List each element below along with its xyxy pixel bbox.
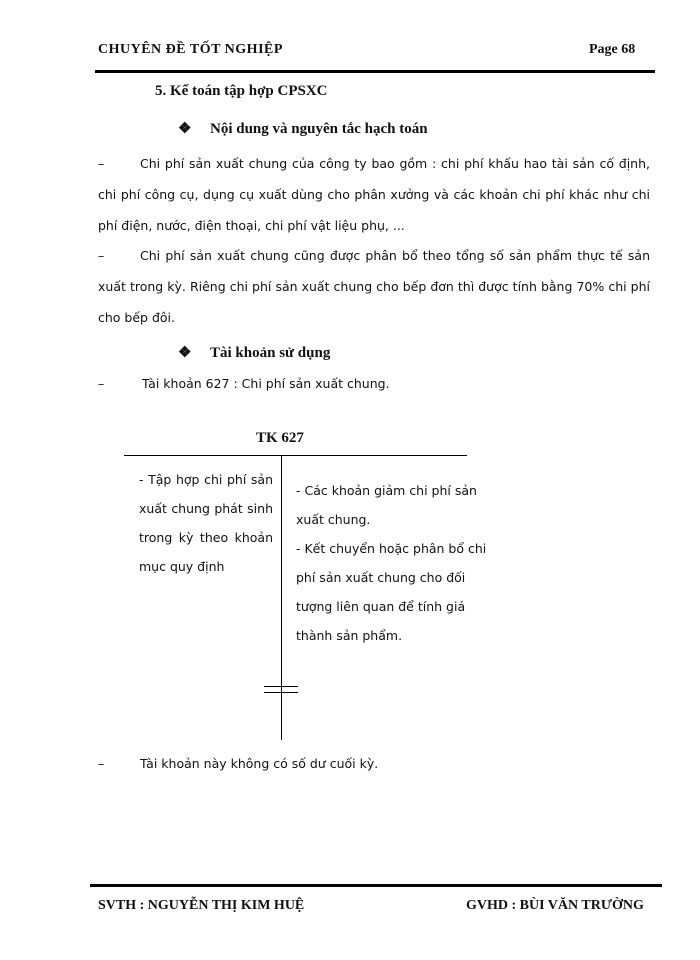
footer-student: SVTH : NGUYỄN THỊ KIM HUỆ (98, 898, 305, 913)
paragraph-overhead-components (98, 148, 650, 241)
dash-marker: – (98, 156, 105, 171)
subheading-accounts (178, 343, 330, 362)
closing-note-text: Tài khoản này không có số dư cuối kỳ. (140, 756, 379, 771)
page-number: Page 68 (589, 42, 636, 57)
footer-advisor: GVHD : BÙI VĂN TRƯỜNG (466, 898, 644, 913)
section-title: 5. Kế toán tập hợp CPSXC (155, 83, 328, 99)
paragraph-allocation (98, 240, 650, 333)
document-header-title: CHUYÊN ĐỀ TỐT NGHIỆP (98, 42, 283, 57)
paragraph-text: Chi phí sản xuất chung của công ty bao gồm : chi phí khấu hao tài sản cố định, chi phí công cụ, dụng cụ xuất dùng cho phân xưởng và các khoản chi phí khác như chi phí điện, nước, điện thoại, chi phí vật liệu phụ, ... (98, 156, 650, 233)
account-line-text: Tài khoản 627 : Chi phí sản xuất chung. (142, 376, 390, 391)
credit-entry: - Kết chuyển hoặc phân bổ chi phí sản xuất chung cho đối tượng liên quan để tính giá thành sản phẩm. (296, 541, 487, 643)
footer-divider (90, 884, 662, 887)
t-account-closing-line (264, 686, 298, 687)
t-account-debit-side: - Tập hợp chi phí sản xuất chung phát sinh trong kỳ theo khoản mục quy định (139, 472, 273, 574)
dash-marker: – (98, 376, 105, 391)
subheading-content-label: Nội dung và nguyên tắc hạch toán (210, 121, 428, 137)
t-account-vertical-line (281, 455, 282, 740)
header-divider (95, 70, 655, 73)
diamond-bullet-icon: ❖ (178, 121, 192, 137)
credit-entry: - Các khoản giảm chi phí sản xuất chung. (296, 483, 477, 527)
t-account-title: TK 627 (256, 430, 304, 446)
closing-note (98, 756, 378, 771)
dash-marker: – (98, 248, 105, 263)
t-account-horizontal-line (124, 455, 467, 456)
account-line (98, 376, 390, 391)
diamond-bullet-icon: ❖ (178, 345, 192, 361)
t-account-closing-line (264, 692, 298, 693)
paragraph-text: Chi phí sản xuất chung cũng được phân bổ theo tổng số sản phẩm thực tế sản xuất trong kỳ. Riêng chi phí sản xuất chung cho bếp đơn thì được tính bằng 70% chi phí cho bếp đôi. (98, 248, 650, 325)
t-account-credit-side (296, 476, 496, 650)
subheading-accounts-label: Tài khoản sử dụng (210, 345, 331, 361)
dash-marker: – (98, 756, 105, 771)
subheading-content (178, 119, 428, 138)
